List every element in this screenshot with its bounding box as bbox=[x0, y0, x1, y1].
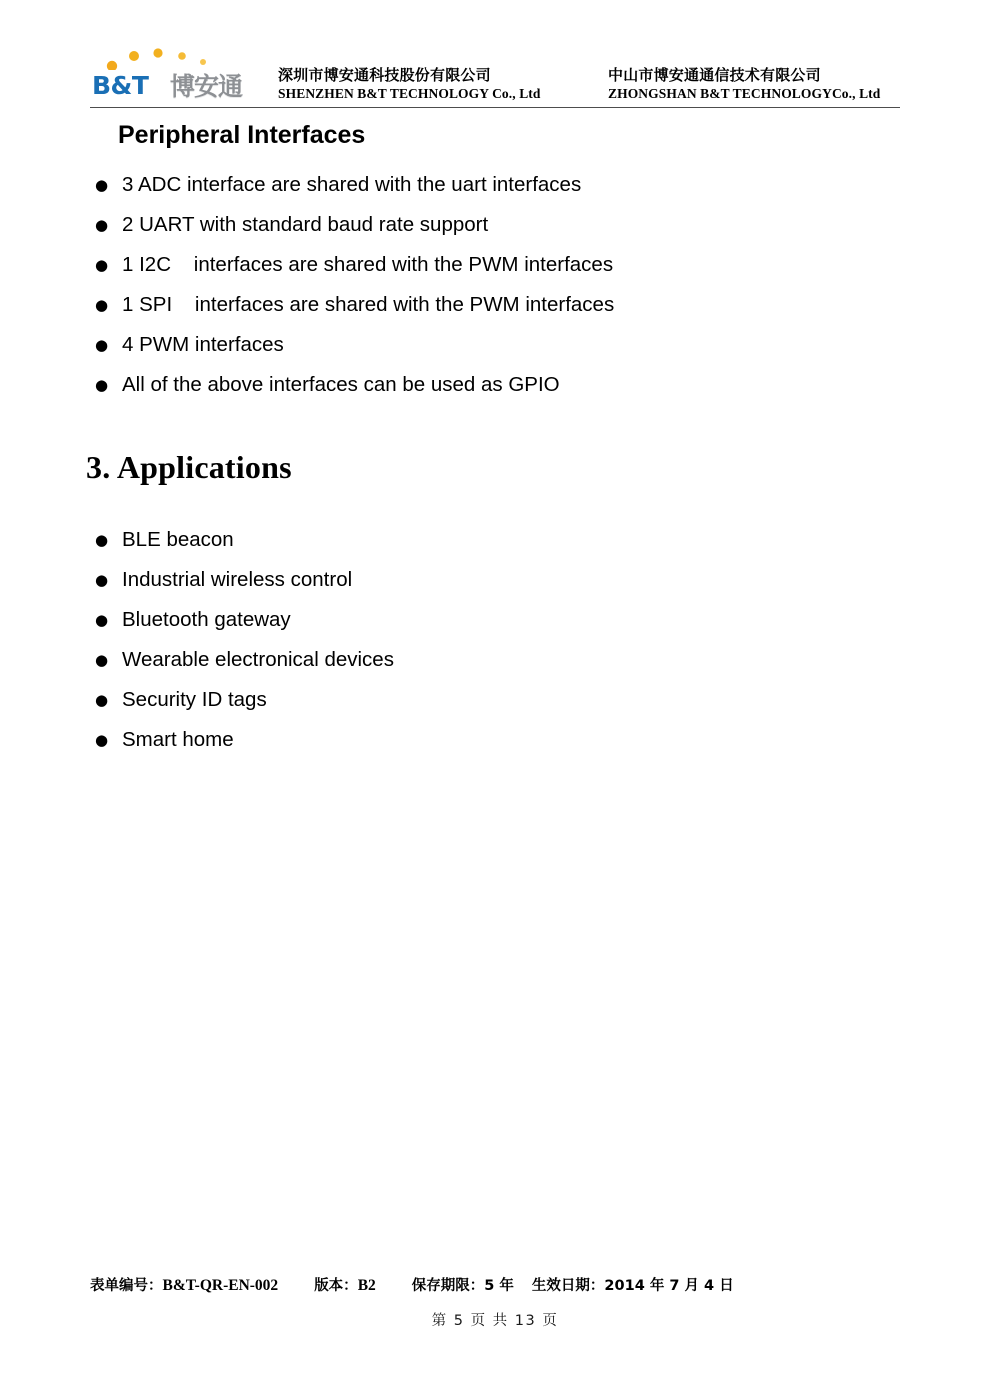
footer-retention-value: 5 年 bbox=[484, 1278, 514, 1294]
list-item-label: 1 SPI interfaces are shared with the PWM interfaces bbox=[122, 293, 615, 316]
list-item bbox=[90, 212, 890, 252]
bullet-icon: ● bbox=[95, 256, 109, 274]
footer-row bbox=[90, 1274, 900, 1295]
footer-version-label: 版本： bbox=[314, 1278, 358, 1294]
list-item bbox=[90, 727, 890, 767]
list-item bbox=[90, 647, 890, 687]
bullet-icon: ● bbox=[95, 176, 109, 194]
list-item-label: Bluetooth gateway bbox=[122, 608, 291, 631]
list-item-label: All of the above interfaces can be used as GPIO bbox=[122, 373, 560, 396]
logo-chinese-text: 博安通 bbox=[170, 72, 243, 101]
bullet-icon: ● bbox=[95, 376, 109, 394]
header-row bbox=[90, 44, 900, 102]
footer-effective-date bbox=[532, 1274, 734, 1295]
footer-effective-label: 生效日期： bbox=[531, 1278, 605, 1294]
list-item-label: Security ID tags bbox=[122, 688, 267, 711]
bullet-icon: ● bbox=[95, 531, 109, 549]
company-shenzhen-cn: 深圳市博安通科技股份有限公司 bbox=[278, 66, 491, 85]
bullet-icon: ● bbox=[95, 571, 109, 589]
peripheral-interfaces-list bbox=[90, 172, 890, 412]
company-zhongshan bbox=[608, 67, 928, 102]
bullet-icon: ● bbox=[95, 651, 109, 669]
footer-version-value: B2 bbox=[357, 1277, 376, 1294]
bullet-icon: ● bbox=[95, 216, 109, 234]
list-item-label: Wearable electronical devices bbox=[122, 648, 394, 671]
list-item bbox=[90, 527, 890, 567]
list-item bbox=[90, 567, 890, 607]
list-item bbox=[90, 292, 890, 332]
bullet-icon: ● bbox=[95, 336, 109, 354]
footer-version bbox=[314, 1274, 376, 1295]
list-item bbox=[90, 252, 890, 292]
document-footer bbox=[90, 1274, 900, 1295]
logo-dots-icon bbox=[90, 48, 256, 70]
list-item-label: BLE beacon bbox=[122, 528, 234, 551]
header-divider bbox=[90, 107, 900, 108]
footer-form-label: 表单编号： bbox=[90, 1278, 163, 1294]
list-item bbox=[90, 172, 890, 212]
company-zhongshan-en: ZHONGSHAN B&T TECHNOLOGYCo., Ltd bbox=[608, 86, 881, 102]
company-zhongshan-cn: 中山市博安通通信技术有限公司 bbox=[608, 66, 821, 85]
section-heading-applications: 3. Applications bbox=[86, 449, 292, 485]
page-number: 第 5 页 共 13 页 bbox=[431, 1313, 559, 1329]
bullet-icon: ● bbox=[95, 731, 109, 749]
list-item-label: Industrial wireless control bbox=[122, 568, 353, 591]
list-item-label: Smart home bbox=[122, 728, 234, 751]
footer-retention-label: 保存期限： bbox=[411, 1278, 485, 1294]
footer-effective-value: 2014 年 7 月 4 日 bbox=[604, 1278, 734, 1294]
list-item bbox=[90, 607, 890, 647]
list-item bbox=[90, 372, 890, 412]
footer-form-number bbox=[90, 1274, 278, 1295]
footer-retention bbox=[412, 1274, 514, 1295]
page-title-peripheral-interfaces: Peripheral Interfaces bbox=[118, 121, 366, 149]
logo-wordmark: B&T bbox=[92, 71, 149, 100]
company-shenzhen bbox=[278, 67, 578, 102]
list-item-label: 2 UART with standard baud rate support bbox=[122, 213, 489, 236]
list-item bbox=[90, 687, 890, 727]
list-item-label: 3 ADC interface are shared with the uart interfaces bbox=[122, 173, 582, 196]
list-item-label: 1 I2C interfaces are shared with the PWM interfaces bbox=[122, 253, 614, 276]
bullet-icon: ● bbox=[95, 296, 109, 314]
document-header bbox=[90, 44, 900, 108]
list-item-label: 4 PWM interfaces bbox=[122, 333, 284, 356]
company-shenzhen-en: SHENZHEN B&T TECHNOLOGY Co., Ltd bbox=[278, 86, 541, 102]
applications-list bbox=[90, 527, 890, 767]
list-item bbox=[90, 332, 890, 372]
company-logo bbox=[90, 46, 256, 102]
bullet-icon: ● bbox=[95, 611, 109, 629]
footer-form-value: B&T-QR-EN-002 bbox=[162, 1277, 279, 1294]
bullet-icon: ● bbox=[95, 691, 109, 709]
